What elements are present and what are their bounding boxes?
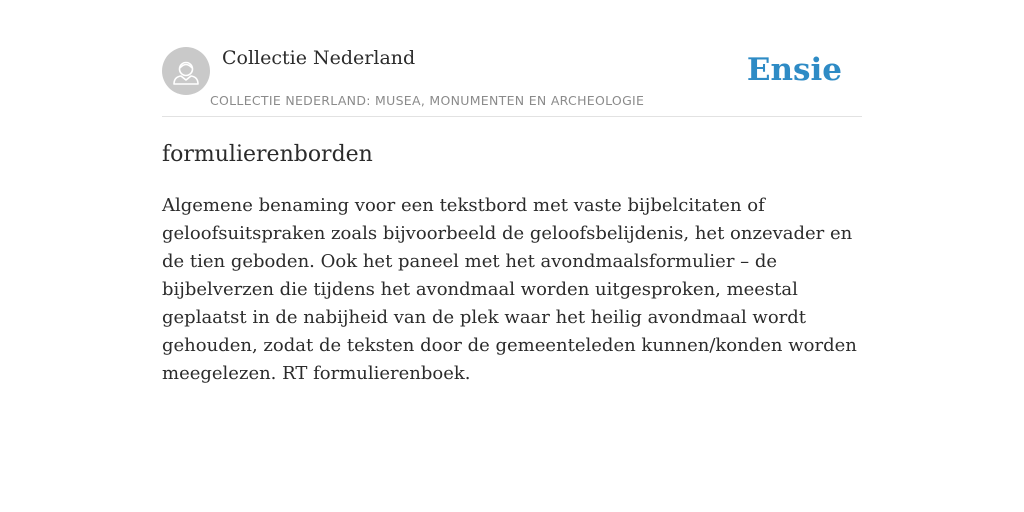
source-subtitle[interactable]: COLLECTIE NEDERLAND: MUSEA, MONUMENTEN EN ARCHEOLOGIE xyxy=(210,93,645,108)
author-name[interactable]: Collectie Nederland xyxy=(222,47,416,69)
ensie-logo[interactable]: Ensie xyxy=(746,52,842,88)
user-icon xyxy=(162,47,210,95)
avatar[interactable] xyxy=(162,47,210,95)
entry-term: formulierenborden xyxy=(162,142,373,167)
header xyxy=(162,40,862,117)
entry-definition: Algemene benaming voor een tekstbord met vaste bijbelcitaten of geloofsuitspraken zoals bijvoorbeeld de geloofsbelijdenis, het onzevader en de tien geboden. Ook het paneel met het avondmaalsformulier – de bijbelverzen die tijdens het avondmaal worden uitgesproken, meestal geplaatst in de nabijheid van de plek waar het heilig avondmaal wordt gehouden, zodat de teksten door de gemeenteleden kunnen/konden worden meegelezen. RT formulierenboek. xyxy=(162,195,857,384)
